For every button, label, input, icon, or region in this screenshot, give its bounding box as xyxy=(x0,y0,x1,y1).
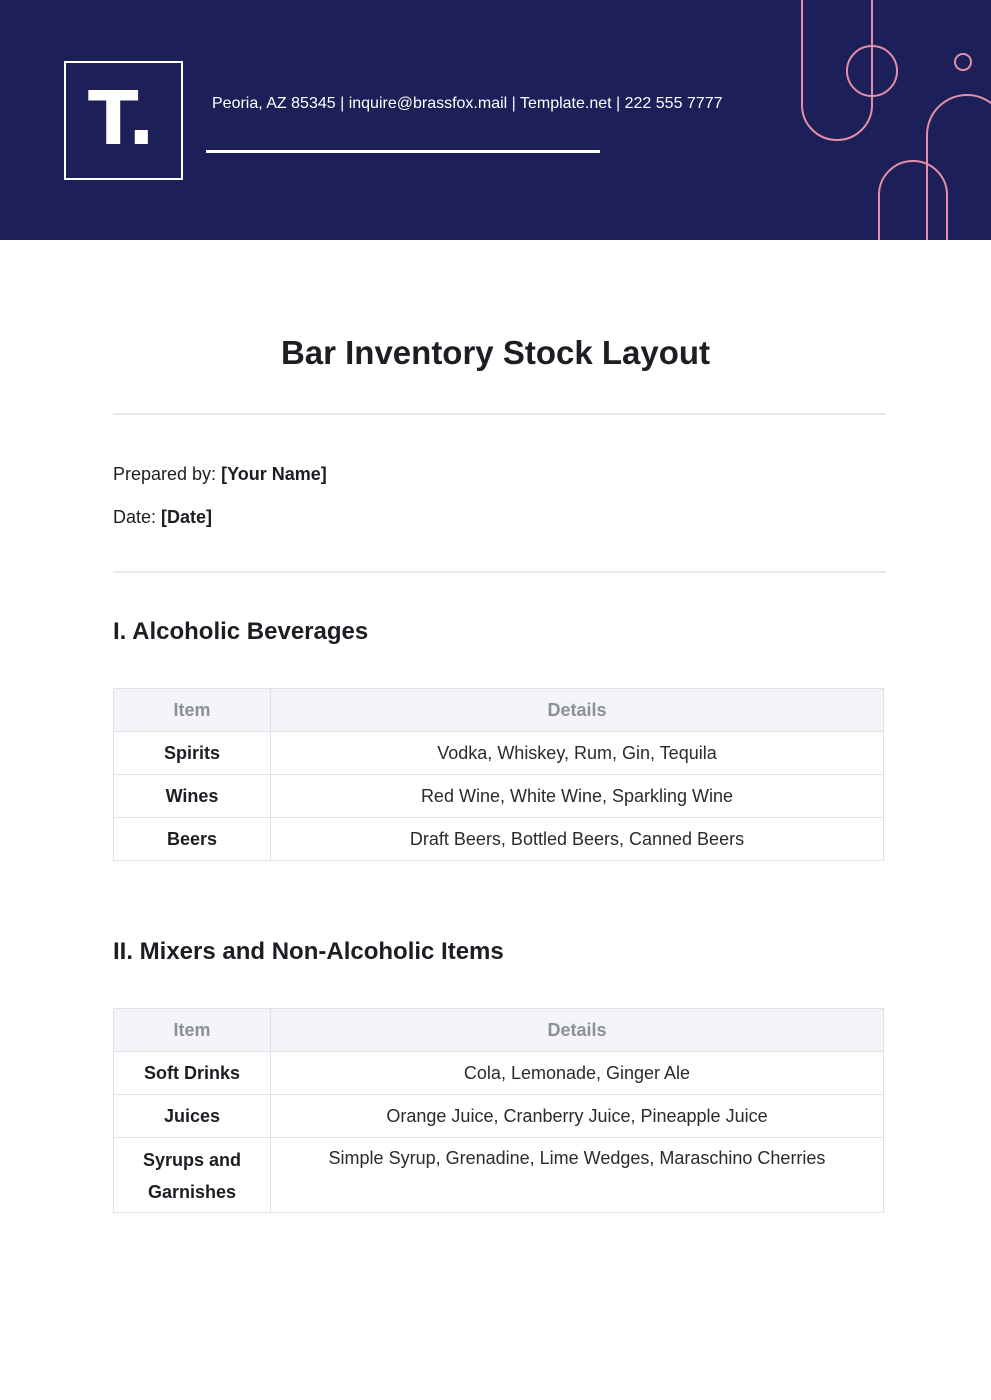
details-cell: Red Wine, White Wine, Sparkling Wine xyxy=(271,775,884,818)
table-header-row xyxy=(114,689,884,732)
item-cell: Soft Drinks xyxy=(114,1052,271,1095)
date-value: [Date] xyxy=(161,507,213,527)
title-divider xyxy=(113,413,886,415)
column-header-details: Details xyxy=(271,689,884,732)
table-row xyxy=(114,1095,884,1138)
details-cell: Cola, Lemonade, Ginger Ale xyxy=(271,1052,884,1095)
item-cell: Syrups and Garnishes xyxy=(114,1138,271,1213)
mixers-non-alcoholic-table xyxy=(113,1008,884,1213)
table-row xyxy=(114,1138,884,1213)
table-row xyxy=(114,1052,884,1095)
column-header-details: Details xyxy=(271,1009,884,1052)
alcoholic-beverages-table xyxy=(113,688,884,861)
contact-info: Peoria, AZ 85345 | inquire@brassfox.mail | Template.net | 222 555 7777 xyxy=(212,95,723,112)
column-header-item: Item xyxy=(114,1009,271,1052)
prepared-by-value: [Your Name] xyxy=(221,464,327,484)
item-cell: Juices xyxy=(114,1095,271,1138)
section-title-mixers: II. Mixers and Non-Alcoholic Items xyxy=(113,938,504,965)
column-header-item: Item xyxy=(114,689,271,732)
prepared-by-line xyxy=(113,462,327,486)
details-cell: Vodka, Whiskey, Rum, Gin, Tequila xyxy=(271,732,884,775)
item-cell: Spirits xyxy=(114,732,271,775)
details-cell: Draft Beers, Bottled Beers, Canned Beers xyxy=(271,818,884,861)
details-cell: Simple Syrup, Grenadine, Lime Wedges, Maraschino Cherries xyxy=(271,1138,884,1213)
logo-letter: T. xyxy=(88,76,156,162)
company-logo xyxy=(64,61,183,180)
section-title-alcoholic: I. Alcoholic Beverages xyxy=(113,618,369,645)
header-banner xyxy=(0,0,991,240)
item-cell: Wines xyxy=(114,775,271,818)
table-row xyxy=(114,775,884,818)
table-header-row xyxy=(114,1009,884,1052)
details-cell: Orange Juice, Cranberry Juice, Pineapple Juice xyxy=(271,1095,884,1138)
decorative-arcs-icon xyxy=(790,0,991,240)
table-row xyxy=(114,732,884,775)
page-title: Bar Inventory Stock Layout xyxy=(280,334,711,371)
meta-divider xyxy=(113,571,886,573)
table-row xyxy=(114,818,884,861)
date-line xyxy=(113,505,212,529)
header-divider xyxy=(206,150,600,153)
date-label: Date: xyxy=(113,507,157,527)
item-cell: Beers xyxy=(114,818,271,861)
prepared-by-label: Prepared by: xyxy=(113,464,217,484)
